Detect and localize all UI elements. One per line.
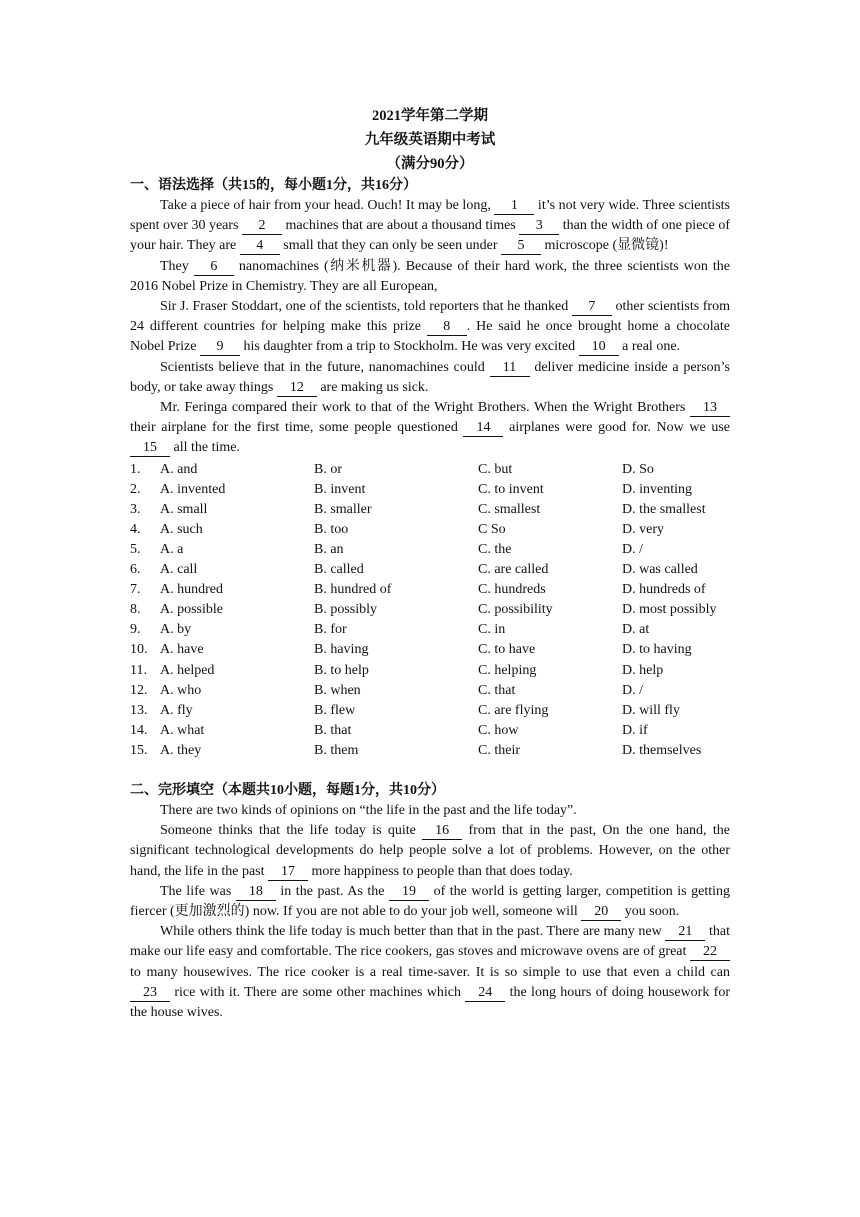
option-row [130,620,730,640]
answer-blank-12[interactable]: 12 [277,380,317,397]
question-number: 8. [130,602,141,618]
question-number: 1. [130,461,141,477]
question-number: 5. [130,542,141,558]
option-a[interactable]: A. have [160,642,204,658]
option-row [130,460,730,480]
question-number: 13. [130,702,148,718]
exam-page [130,104,730,1023]
option-d[interactable]: D. was called [622,562,698,578]
option-row [130,741,730,761]
option-a[interactable]: A. hundred [160,582,223,598]
answer-blank-19[interactable]: 19 [389,884,429,901]
answer-blank-18[interactable]: 18 [236,884,276,901]
passage-paragraph: Take a piece of hair from your head. Ouch! It may be long, 1 it’s not very wide. Three scientists spent over 30 years 2 machines that are about a thousand times 3 than the width of one piece of your hair. They are 4 small that they can only be seen under 5 microscope (显微镜)! [130,198,731,254]
option-row [130,661,730,681]
option-b[interactable]: B. invent [314,481,366,497]
answer-blank-15[interactable]: 15 [130,440,170,457]
option-b[interactable]: B. for [314,622,347,638]
answer-blank-11[interactable]: 11 [490,360,530,377]
option-b[interactable]: B. flew [314,702,356,718]
question-number: 11. [130,662,147,678]
option-row [130,681,730,701]
option-row [130,500,730,520]
option-d[interactable]: D. / [622,542,643,558]
option-b[interactable]: B. to help [314,662,369,678]
question-number: 3. [130,501,141,517]
answer-blank-2[interactable]: 2 [242,218,282,235]
option-a[interactable]: A. helped [160,662,215,678]
section1-options-table [130,460,730,761]
exam-full-score: （满分90分） [386,156,474,172]
option-c[interactable]: C. possibility [478,602,553,618]
question-number: 10. [130,642,148,658]
option-b[interactable]: B. them [314,742,359,758]
option-row [130,580,730,600]
option-c[interactable]: C. hundreds [478,582,546,598]
section1-heading: 一、语法选择（共15的，每小题1分，共16分） [130,178,417,193]
question-number: 9. [130,622,141,638]
answer-blank-13[interactable]: 13 [690,400,730,417]
answer-blank-7[interactable]: 7 [572,299,612,316]
answer-blank-23[interactable]: 23 [130,985,170,1002]
section2-passage [130,801,730,1023]
option-d[interactable]: D. will fly [622,702,680,718]
answer-blank-24[interactable]: 24 [465,985,505,1002]
option-a[interactable]: A. they [160,742,202,758]
option-c[interactable]: C. helping [478,662,537,678]
option-a[interactable]: A. call [160,562,198,578]
option-d[interactable]: D. themselves [622,742,702,758]
passage-paragraph: Sir J. Fraser Stoddart, one of the scientists, told reporters that he thanked 7 other scientists from 24 different countries for helping make this prize 8 . He said he once brought home a chocolate Nobel Prize 9 his daughter from a trip to Stockholm. He was very excited 10 a real one. [130,299,730,355]
option-b[interactable]: B. that [314,722,352,738]
option-row [130,640,730,660]
option-a[interactable]: A. invented [160,481,226,497]
option-c[interactable]: C. how [478,722,519,738]
option-b[interactable]: B. hundred of [314,582,392,598]
answer-blank-20[interactable]: 20 [581,904,621,921]
option-c[interactable]: C. the [478,542,512,558]
option-a[interactable]: A. possible [160,602,223,618]
option-d[interactable]: D. to having [622,642,692,658]
option-a[interactable]: A. who [160,682,202,698]
option-a[interactable]: A. such [160,521,203,537]
option-c[interactable]: C. in [478,622,506,638]
option-d[interactable]: D. if [622,722,648,738]
option-row [130,480,730,500]
option-row [130,701,730,721]
option-c[interactable]: C. are called [478,562,549,578]
passage-paragraph: The life was 18 in the past. As the 19 of the world is getting larger, competition is getting fiercer (更加激烈的) now. If you are not able to do your job well, someone will 20 you soon. [130,883,730,920]
option-d[interactable]: D. at [622,622,650,638]
option-b[interactable]: B. possibly [314,602,378,618]
exam-term-title: 2021学年第二学期 [372,108,488,124]
option-d[interactable]: D. So [622,461,654,477]
option-d[interactable]: D. hundreds of [622,582,706,598]
option-b[interactable]: B. having [314,642,369,658]
section-gap [130,761,730,781]
option-c[interactable]: C. that [478,682,516,698]
option-row [130,540,730,560]
option-d[interactable]: D. inventing [622,481,692,497]
option-b[interactable]: B. called [314,562,364,578]
option-b[interactable]: B. when [314,682,361,698]
question-number: 12. [130,682,148,698]
option-d[interactable]: D. help [622,662,664,678]
answer-blank-5[interactable]: 5 [501,238,541,255]
option-c[interactable]: C So [478,521,506,537]
answer-blank-1[interactable]: 1 [494,198,534,215]
passage-paragraph: While others think the life today is much better than that in the past. There are many new 21 that make our life easy and comfortable. The rice cookers, gas stoves and microwave ovens are of great 22 to many housewives. The rice cooker is a real time-saver. It is so simple to use that even a child can 23 rice with it. There are some other machines which 24 the long hours of doing housework for the house wives. [130,924,730,1021]
option-a[interactable]: A. fly [160,702,193,718]
answer-blank-3[interactable]: 3 [519,218,559,235]
option-row [130,520,730,540]
option-a[interactable]: A. what [160,722,205,738]
answer-blank-6[interactable]: 6 [194,259,234,276]
option-c[interactable]: C. to invent [478,481,544,497]
option-d[interactable]: D. the smallest [622,501,706,517]
answer-blank-17[interactable]: 17 [268,864,308,881]
option-a[interactable]: A. by [160,622,192,638]
option-c[interactable]: C. their [478,742,520,758]
passage-paragraph: Scientists believe that in the future, nanomachines could 11 deliver medicine inside a person’s body, or take away things 12 are making us sick. [130,359,730,395]
section2-heading: 二、完形填空（本题共10小题，每题1分，共10分） [130,783,445,799]
option-b[interactable]: B. smaller [314,501,372,517]
exam-name-title: 九年级英语期中考试 [364,132,496,148]
question-number: 2. [130,481,141,497]
answer-blank-16[interactable]: 16 [422,823,462,840]
option-c[interactable]: C. are flying [478,702,549,718]
option-row [130,560,730,580]
option-d[interactable]: D. / [622,682,643,698]
passage-paragraph: Someone thinks that the life today is quite 16 from that in the past, On the one hand, the significant technological developments do help people solve a lot of problems. However, on the other hand, the life in the past 17 more happiness to people than that does today. [130,823,730,879]
option-a[interactable]: A. small [160,501,208,517]
option-c[interactable]: C. smallest [478,501,541,517]
question-number: 4. [130,521,141,537]
answer-blank-8[interactable]: 8 [427,319,467,336]
answer-blank-10[interactable]: 10 [579,339,619,356]
answer-blank-9[interactable]: 9 [200,339,240,356]
option-b[interactable]: B. too [314,521,349,537]
option-a[interactable]: A. a [160,542,184,558]
option-row [130,721,730,741]
option-d[interactable]: D. very [622,521,664,537]
option-c[interactable]: C. to have [478,642,536,658]
passage-paragraph: There are two kinds of opinions on “the life in the past and the life today”. [160,803,577,819]
question-number: 15. [130,742,148,758]
option-a[interactable]: A. and [160,461,198,477]
option-b[interactable]: B. an [314,542,344,558]
option-c[interactable]: C. but [478,461,513,477]
section1-passage [130,196,730,459]
question-number: 6. [130,562,141,578]
question-number: 7. [130,582,141,598]
answer-blank-22[interactable]: 22 [690,944,730,961]
answer-blank-21[interactable]: 21 [665,924,705,941]
option-d[interactable]: D. most possibly [622,602,717,618]
question-number: 14. [130,722,148,738]
passage-paragraph: They 6 nanomachines (纳米机器). Because of their hard work, the three scientists won the 2016 Nobel Prize in Chemistry. They are all European, [130,258,730,294]
answer-blank-4[interactable]: 4 [240,238,280,255]
option-row [130,600,730,620]
answer-blank-14[interactable]: 14 [463,420,503,437]
passage-paragraph: Mr. Feringa compared their work to that of the Wright Brothers. When the Wright Brothers 13 their airplane for the first time, some people questioned 14 airplanes were good for. Now we use 15 all the time. [130,400,730,456]
option-b[interactable]: B. or [314,461,342,477]
